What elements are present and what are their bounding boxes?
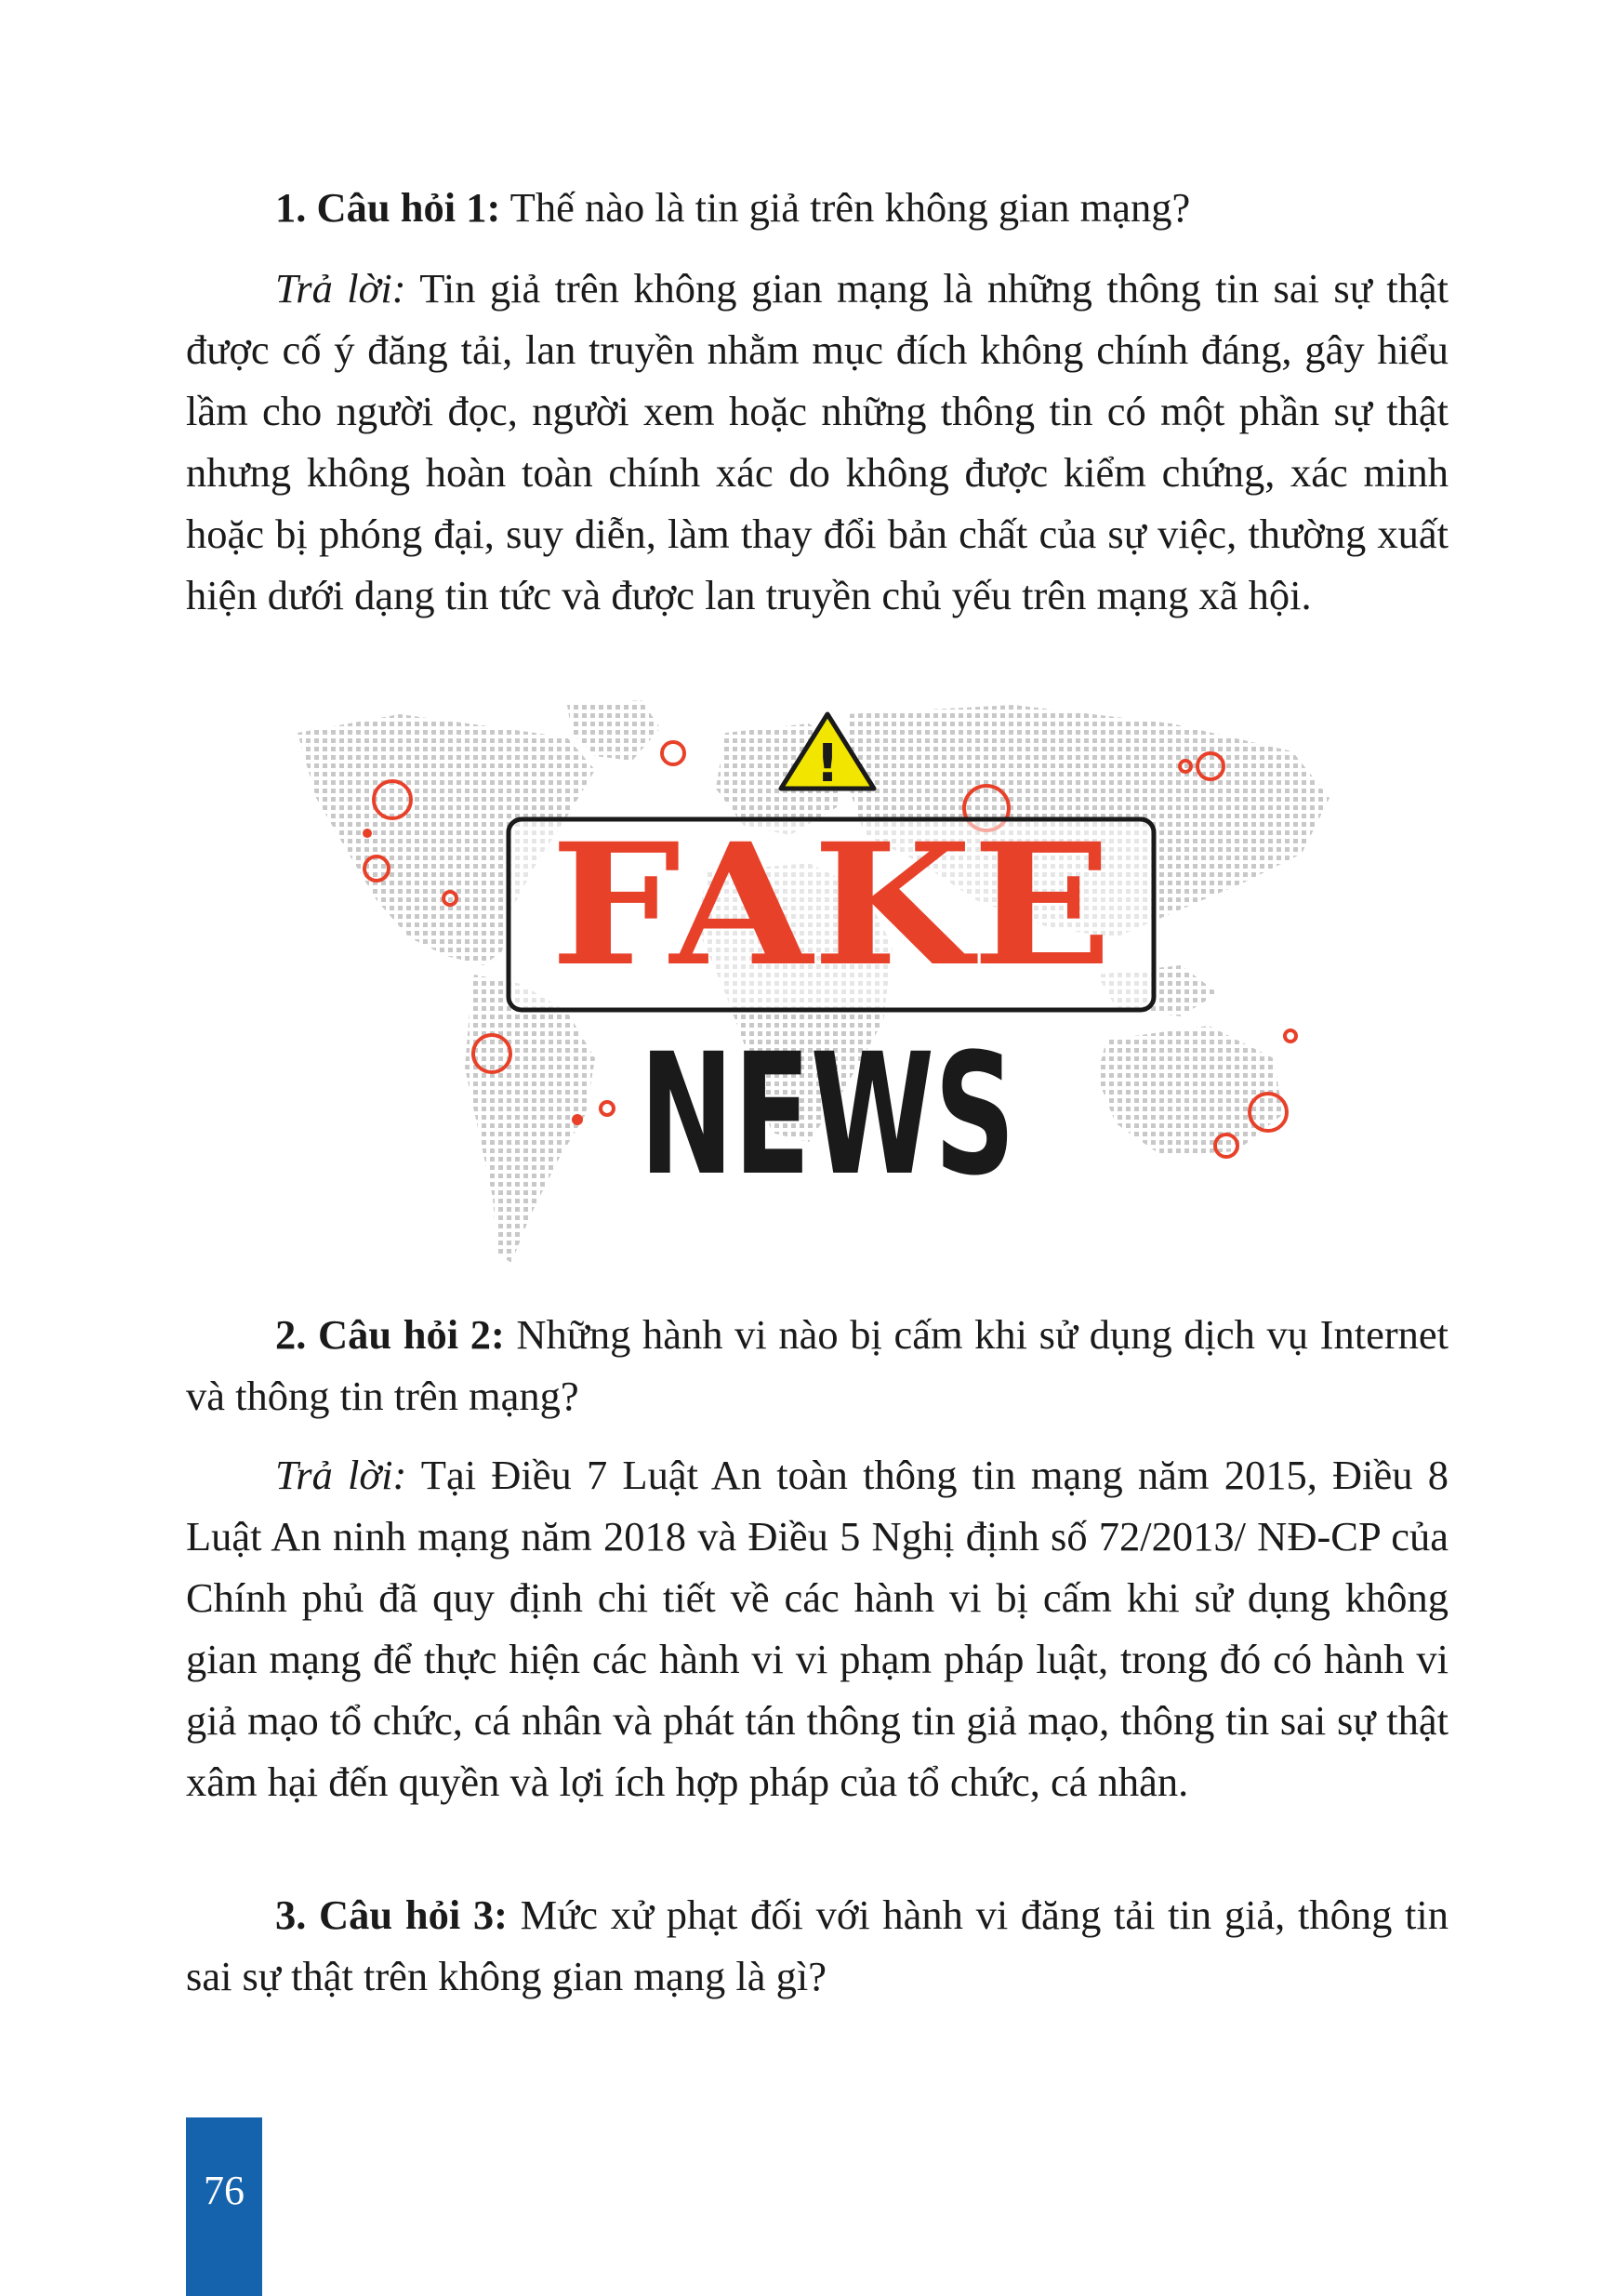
question-2-text: Những hành vi nào bị cấm khi sử dụng dịch vụ Internet và thông tin trên mạng?	[186, 1311, 1449, 1419]
question-3-text: Mức xử phạt đối với hành vi đăng tải tin giả, thông tin sai sự thật trên không gian mạng là gì?	[186, 1891, 1449, 1999]
answer-1	[186, 258, 1449, 626]
question-1-number: 1.	[275, 184, 307, 231]
answer-1-label: Trả lời:	[275, 265, 406, 312]
warning-exclamation: !	[815, 734, 840, 794]
question-3-label: Câu hỏi 3:	[319, 1891, 508, 1938]
question-2-number: 2.	[275, 1311, 307, 1358]
page-number: 76	[204, 2168, 245, 2213]
question-2-label: Câu hỏi 2:	[318, 1311, 505, 1358]
question-3-number: 3.	[275, 1891, 307, 1938]
answer-2	[186, 1444, 1449, 1812]
news-word: NEWS	[640, 1018, 1015, 1213]
question-1-label: Câu hỏi 1:	[316, 184, 501, 231]
answer-2-text: Tại Điều 7 Luật An toàn thông tin mạng năm 2015, Điều 8 Luật An ninh mạng năm 2018 và Điều 5 Nghị định số 72/2013/ NĐ-CP của Chính phủ đã quy định chi tiết về các hành vi bị cấm khi sử dụng không gian mạng để thực hiện các hành vi vi phạm pháp luật, trong đó có hành vi giả mạo tổ chức, cá nhân và phát tán thông tin giả mạo, thông tin sai sự thật xâm hại đến quyền và lợi ích hợp pháp của tổ chức, cá nhân.	[186, 1452, 1449, 1805]
answer-2-label: Trả lời:	[275, 1452, 407, 1498]
question-3	[186, 1884, 1449, 2007]
fake-news-illustration	[288, 696, 1367, 1272]
question-1-text: Thế nào là tin giả trên không gian mạng?	[500, 184, 1191, 231]
question-1	[186, 177, 1449, 238]
fake-word: FAKE	[550, 807, 1112, 1003]
question-2	[186, 1304, 1449, 1427]
marker-circle	[662, 742, 684, 764]
marker-circle	[1285, 1030, 1296, 1042]
marker-circle	[601, 1102, 614, 1115]
answer-1-text: Tin giả trên không gian mạng là những thông tin sai sự thật được cố ý đăng tải, lan truyền nhằm mục đích không chính đáng, gây hiểu lầm cho người đọc, người xem hoặc những thông tin có một phần sự thật nhưng không hoàn toàn chính xác do không được kiểm chứng, xác minh hoặc bị phóng đại, suy diễn, làm thay đổi bản chất của sự việc, thường xuất hiện dưới dạng tin tức và được lan truyền chủ yếu trên mạng xã hội.	[186, 265, 1449, 618]
